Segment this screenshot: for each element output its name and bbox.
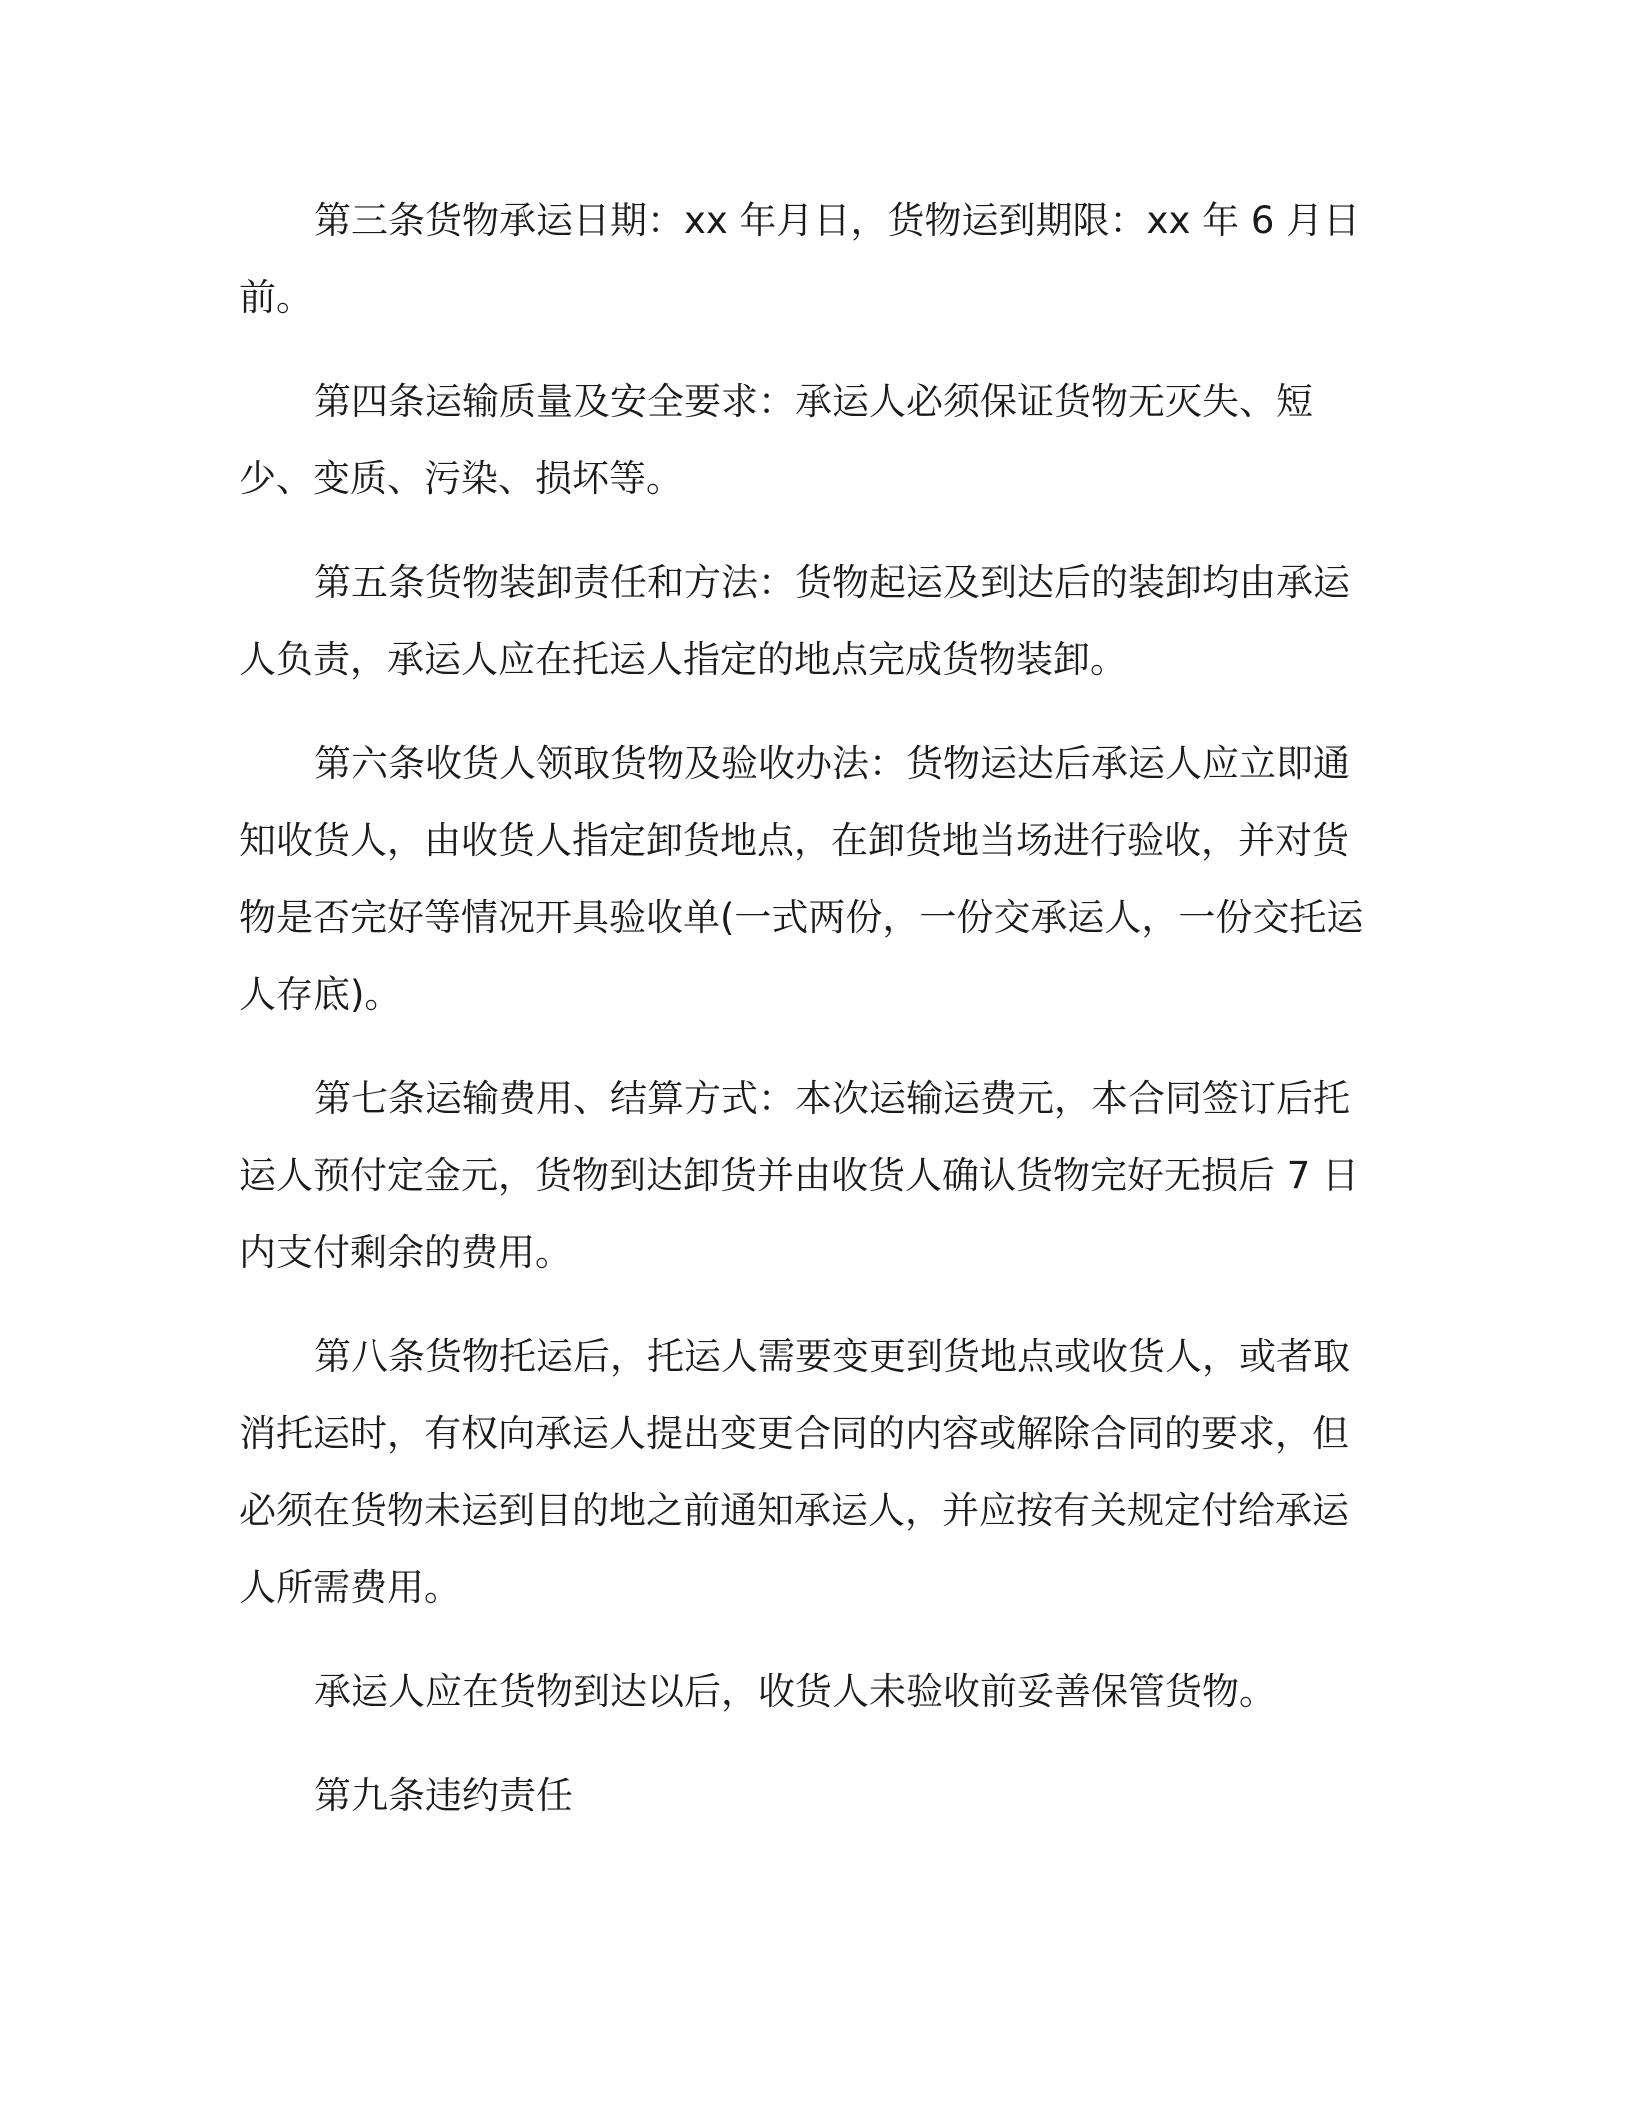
document-body [239, 182, 1389, 1861]
article-8-paragraph: 第八条货物托运后，托运人需要变更到货地点或收货人，或者取消托运时，有权向承运人提出变更合同的内容或解除合同的要求，但必须在货物未运到目的地之前通知承运人，并应按有关规定付给承运人所需费用。 [239, 1335, 1350, 1609]
article-4-paragraph: 第四条运输质量及安全要求：承运人必须保证货物无灭失、短少、变质、污染、损坏等。 [239, 380, 1313, 500]
article-7-paragraph: 第七条运输费用、结算方式：本次运输运费元，本合同签订后托运人预付定金元，货物到达卸货并由收货人确认货物完好无损后 7 日内支付剩余的费用。 [239, 1077, 1360, 1274]
article-5-paragraph: 第五条货物装卸责任和方法：货物起运及到达后的装卸均由承运人负责，承运人应在托运人指定的地点完成货物装卸。 [239, 561, 1350, 681]
article-3-paragraph: 第三条货物承运日期：xx 年月日，货物运到期限：xx 年 6 月日前。 [239, 199, 1361, 319]
article-6-paragraph: 第六条收货人领取货物及验收办法：货物运达后承运人应立即通知收货人，由收货人指定卸货地点，在卸货地当场进行验收，并对货物是否完好等情况开具验收单(一式两份，一份交承运人，一份交托运人存底)。 [239, 742, 1364, 1016]
carrier-storage-paragraph: 承运人应在货物到达以后，收货人未验收前妥善保管货物。 [314, 1670, 1276, 1713]
article-9-heading: 第九条违约责任 [314, 1774, 573, 1817]
